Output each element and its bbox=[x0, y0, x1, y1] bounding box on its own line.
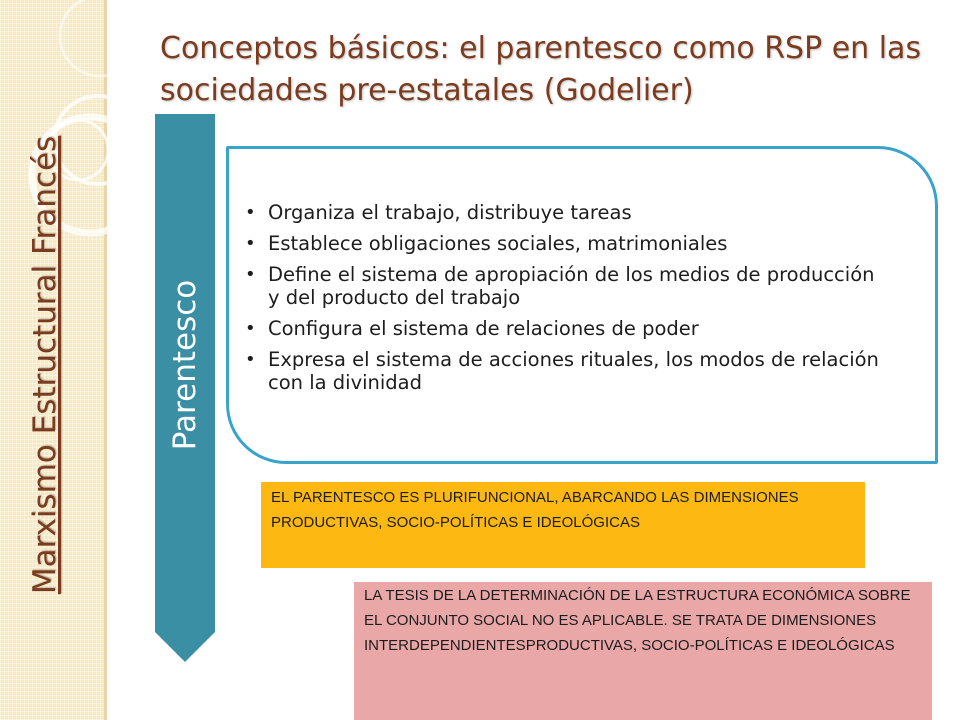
ribbon-label: Parentesco bbox=[167, 279, 203, 451]
list-item: • Configura el sistema de relaciones de poder bbox=[243, 317, 883, 340]
functions-list bbox=[243, 201, 883, 402]
side-title: Marxismo Estructural Francés bbox=[27, 135, 63, 595]
list-item: • Define el sistema de apropiación de los medios de producción y del producto del trabajo bbox=[243, 263, 883, 309]
plurifunctional-note: EL PARENTESCO ES PLURIFUNCIONAL, ABARCANDO LAS DIMENSIONES PRODUCTIVAS, SOCIO-POLÍTICAS E IDEOLÓGICAS bbox=[261, 482, 865, 568]
thesis-note: LA TESIS DE LA DETERMINACIÓN DE LA ESTRUCTURA ECONÓMICA SOBRE EL CONJUNTO SOCIAL NO ES APLICABLE. SE TRATA DE DIMENSIONES INTERDEPENDIENTESPRODUCTIVAS, SOCIO-POLÍTICAS E IDEOLÓGICAS bbox=[354, 582, 932, 720]
slide-title: Conceptos básicos: el parentesco como RSP en las sociedades pre-estatales (Godelier) bbox=[160, 31, 922, 108]
list-item: • Establece obligaciones sociales, matrimoniales bbox=[243, 232, 883, 255]
list-item: • Organiza el trabajo, distribuye tareas bbox=[243, 201, 883, 224]
list-item: • Expresa el sistema de acciones rituales, los modos de relación con la divinidad bbox=[243, 348, 883, 394]
